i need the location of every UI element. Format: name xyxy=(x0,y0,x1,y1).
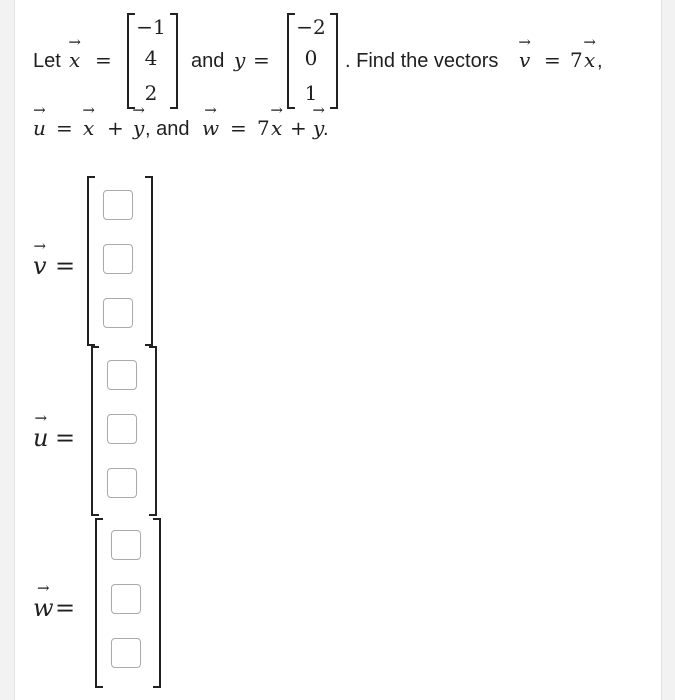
coefficient: 7 xyxy=(570,48,583,72)
u-right-bracket xyxy=(149,346,157,516)
x-symbol: x → xyxy=(69,48,80,72)
equals-sign: = xyxy=(95,48,112,72)
x-symbol: x → xyxy=(271,116,282,140)
y-entry-2: 0 xyxy=(304,46,318,70)
w-right-bracket xyxy=(153,518,161,688)
y-symbol: y → xyxy=(313,116,324,140)
w-left-bracket xyxy=(95,518,103,688)
u-entry-3-input[interactable] xyxy=(108,469,136,497)
u-entry-3[interactable] xyxy=(107,468,137,498)
w-entry-1[interactable] xyxy=(111,530,141,560)
y-symbol: y → xyxy=(133,116,144,140)
plus-sign: + xyxy=(290,116,307,140)
v-right-bracket xyxy=(145,176,153,346)
coefficient: 7 xyxy=(257,116,270,140)
u-entry-1[interactable] xyxy=(107,360,137,390)
w-entry-2[interactable] xyxy=(111,584,141,614)
v-entry-1[interactable] xyxy=(103,190,133,220)
x-entry-1: −1 xyxy=(136,15,166,39)
let-text: Let xyxy=(33,50,61,72)
w-entry-3-input[interactable] xyxy=(112,639,140,667)
find-text: . Find the vectors xyxy=(345,50,499,72)
comma: , xyxy=(597,50,603,72)
and-text: and xyxy=(191,50,225,72)
v-entry-2-input[interactable] xyxy=(104,245,132,273)
x-entry-2: 4 xyxy=(144,46,158,70)
y-symbol: y xyxy=(234,48,246,72)
v-symbol: v → xyxy=(519,48,530,72)
w-entry-3[interactable] xyxy=(111,638,141,668)
plus-sign: + xyxy=(107,116,124,140)
w-symbol: w → xyxy=(202,116,219,140)
u-left-bracket xyxy=(91,346,99,516)
equals-sign: = xyxy=(253,48,270,72)
u-label: u → xyxy=(33,424,48,452)
u-entry-1-input[interactable] xyxy=(108,361,136,389)
u-entry-2-input[interactable] xyxy=(108,415,136,443)
and-text: , and xyxy=(145,118,190,140)
x-symbol: x → xyxy=(584,48,595,72)
equals-sign: = xyxy=(56,116,73,140)
x-entry-3: 2 xyxy=(144,81,158,105)
x-right-bracket xyxy=(170,13,178,109)
v-left-bracket xyxy=(87,176,95,346)
w-label: w → xyxy=(33,594,54,622)
v-entry-1-input[interactable] xyxy=(104,191,132,219)
y-entry-3: 1 xyxy=(304,81,318,105)
equals-sign: = xyxy=(55,252,76,280)
equals-sign: = xyxy=(55,594,76,622)
v-entry-3[interactable] xyxy=(103,298,133,328)
v-entry-2[interactable] xyxy=(103,244,133,274)
w-entry-1-input[interactable] xyxy=(112,531,140,559)
y-entry-1: −2 xyxy=(296,15,326,39)
equals-sign: = xyxy=(55,424,76,452)
w-entry-2-input[interactable] xyxy=(112,585,140,613)
v-entry-3-input[interactable] xyxy=(104,299,132,327)
y-right-bracket xyxy=(330,13,338,109)
question-card xyxy=(14,0,662,700)
x-symbol: x → xyxy=(83,116,94,140)
equals-sign: = xyxy=(544,48,561,72)
u-entry-2[interactable] xyxy=(107,414,137,444)
equals-sign: = xyxy=(230,116,247,140)
period: . xyxy=(323,118,329,140)
v-label: v → xyxy=(33,252,47,280)
u-symbol: u → xyxy=(33,116,46,140)
